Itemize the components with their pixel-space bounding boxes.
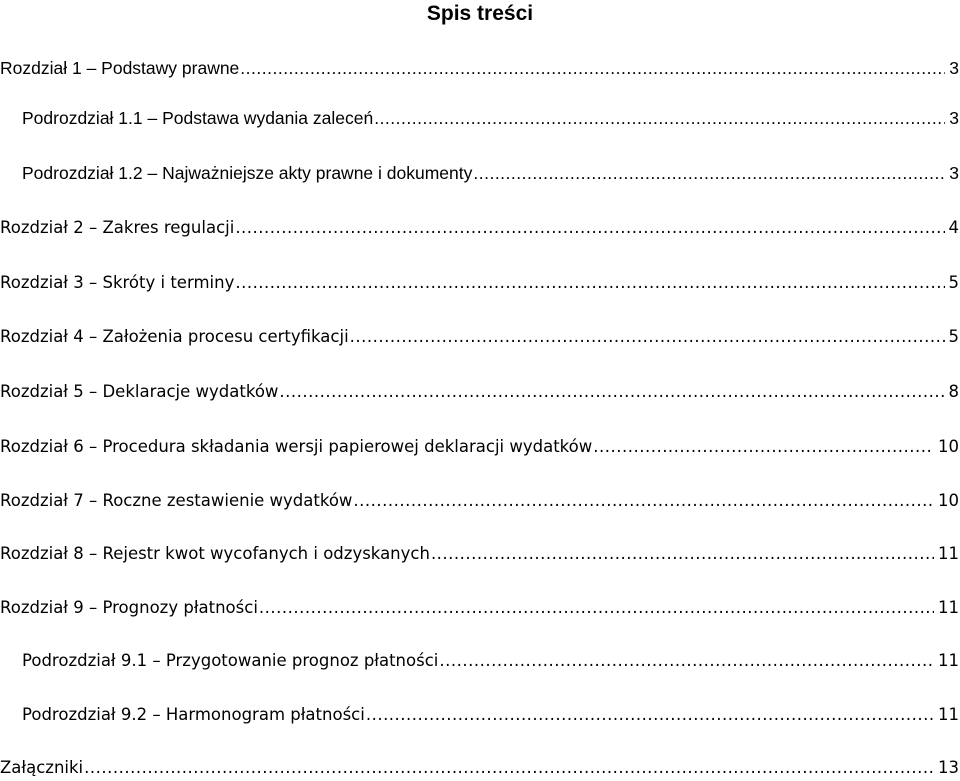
toc-entry-page: 3 [949,58,959,78]
toc-entry-label: Rozdział 4 – Założenia procesu certyfikacji [0,327,349,346]
toc-dot-leader [259,595,934,621]
toc-dot-leader [473,160,945,186]
toc-entry-label: Podrozdział 9.2 – Harmonogram płatności [22,705,365,724]
toc-dot-leader [84,755,934,781]
toc-entry-subchapter-1-2[interactable] [22,160,959,186]
toc-entry-appendices[interactable] [0,755,959,781]
toc-entry-page: 8 [948,382,959,401]
toc-entry-page: 3 [949,108,959,128]
toc-entry-subchapter-1-1[interactable] [22,105,959,131]
toc-entry-page: 5 [948,273,959,292]
toc-entry-label: Podrozdział 1.1 – Podstawa wydania zaleceń [22,108,374,128]
toc-entry-page: 11 [938,651,959,670]
toc-entry-chapter-6[interactable] [0,434,959,460]
toc-dot-leader [279,379,944,405]
toc-dot-leader [431,541,934,567]
toc-entry-chapter-8[interactable] [0,541,959,567]
toc-entry-page: 11 [938,598,959,617]
toc-entry-page: 5 [948,327,959,346]
toc-entry-label: Rozdział 6 – Procedura składania wersji papierowej deklaracji wydatków [0,437,593,456]
toc-dot-leader [235,270,944,296]
toc-entry-label: Załączniki [0,758,84,777]
toc-entry-page: 11 [938,544,959,563]
toc-entry-label: Rozdział 3 – Skróty i terminy [0,273,235,292]
toc-dot-leader [353,488,934,514]
toc-entry-label: Podrozdział 1.2 – Najważniejsze akty prawne i dokumenty [22,163,473,183]
toc-entry-subchapter-9-1[interactable] [22,648,959,674]
toc-entry-page: 13 [938,758,959,777]
toc-entry-chapter-2[interactable] [0,215,959,241]
toc-entry-chapter-5[interactable] [0,379,959,405]
toc-entry-label: Rozdział 2 – Zakres regulacji [0,218,235,237]
toc-dot-leader [350,324,945,350]
toc-entry-page: 3 [949,163,959,183]
toc-dot-leader [240,55,945,81]
toc-dot-leader [235,215,944,241]
toc-entry-label: Rozdział 1 – Podstawy prawne [0,58,240,78]
toc-entry-page: 10 [938,491,959,510]
toc-entry-label: Podrozdział 9.1 – Przygotowanie prognoz płatności [22,651,439,670]
toc-entry-label: Rozdział 7 – Roczne zestawienie wydatków [0,491,353,510]
toc-entry-page: 4 [948,218,959,237]
toc-entry-label: Rozdział 5 – Deklaracje wydatków [0,382,279,401]
toc-entry-chapter-4[interactable] [0,324,959,350]
toc-entry-chapter-3[interactable] [0,270,959,296]
toc-entry-label: Rozdział 9 – Prognozy płatności [0,598,258,617]
toc-entry-subchapter-9-2[interactable] [22,702,959,728]
toc-dot-leader [374,105,945,131]
toc-entry-chapter-7[interactable] [0,488,959,514]
toc-entry-page: 10 [938,437,959,456]
toc-dot-leader [593,434,934,460]
toc-dot-leader [366,702,934,728]
toc-entry-chapter-1[interactable] [0,55,959,81]
toc-entry-chapter-9[interactable] [0,595,959,621]
toc-dot-leader [439,648,934,674]
toc-title: Spis treści [426,2,534,25]
toc-entry-page: 11 [938,705,959,724]
toc-entry-label: Rozdział 8 – Rejestr kwot wycofanych i odzyskanych [0,544,430,563]
